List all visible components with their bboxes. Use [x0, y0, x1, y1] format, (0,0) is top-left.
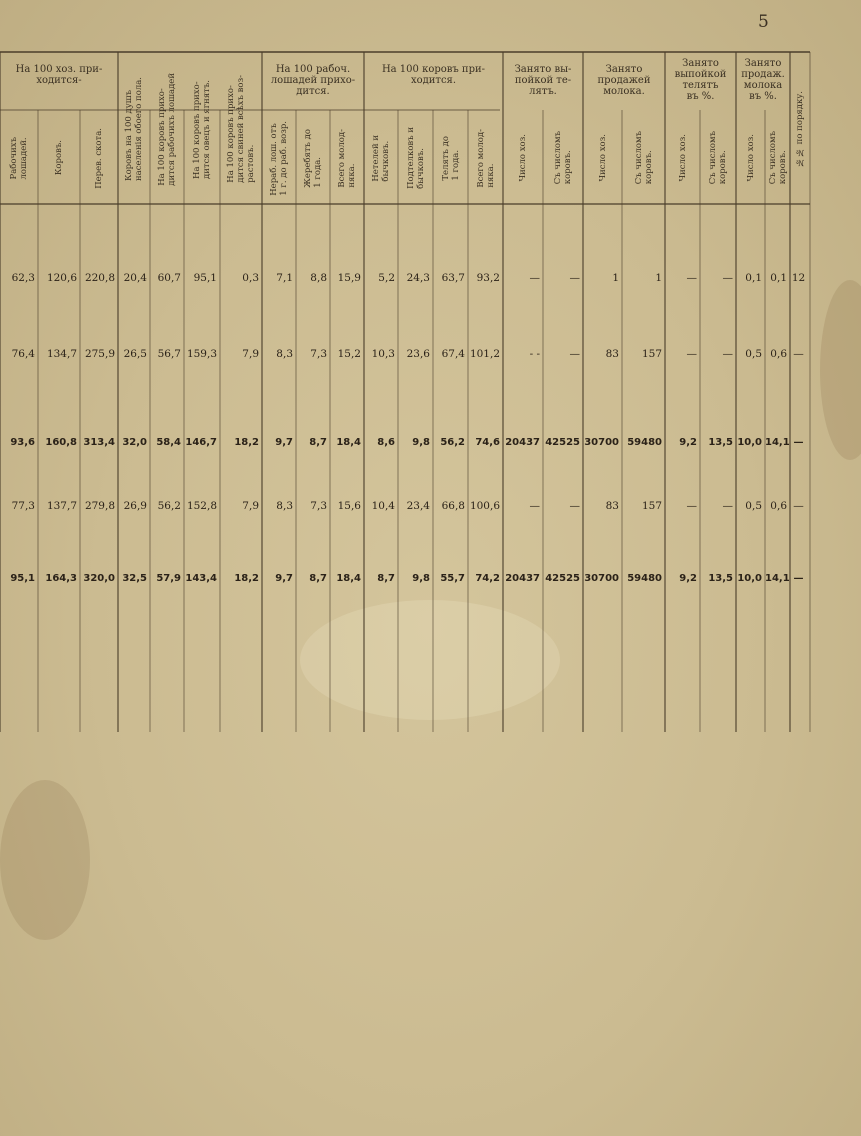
column-header: Съ числомъ коровъ. — [553, 131, 573, 185]
table-cell: 83 — [605, 500, 619, 512]
column-header: Число хоз. — [597, 134, 608, 182]
table-cell: 15,2 — [337, 348, 361, 360]
column-header: Съ числомъ коровъ. — [633, 131, 654, 185]
table-cell: 8,8 — [310, 272, 327, 284]
table-cell: 95,1 — [193, 272, 217, 284]
table-cell: 7,1 — [276, 272, 293, 284]
table-cell: 137,7 — [46, 500, 77, 512]
table-cell: 32,5 — [122, 573, 147, 584]
table-cell: 74,2 — [475, 573, 500, 584]
table-cell: 20,4 — [123, 272, 147, 284]
table-cell: 0,1 — [770, 272, 787, 284]
table-cell: 9,8 — [412, 437, 430, 448]
table-cell: 23,4 — [406, 500, 430, 512]
table-cell: 13,5 — [708, 437, 733, 448]
table-cell: 0,6 — [770, 348, 787, 360]
table-cell: 26,5 — [123, 348, 147, 360]
table-cell: 100,6 — [469, 500, 500, 512]
table-cell: 74,6 — [475, 437, 500, 448]
column-header: На 100 коровъ прихо- дится рабочихъ лошадей — [157, 72, 177, 186]
table-cell: 83 — [605, 348, 619, 360]
table-cell: 7,9 — [242, 348, 259, 360]
table-cell: 5,2 — [378, 272, 395, 284]
group-header: Занято продажей молока. — [597, 64, 651, 97]
group-header: Занято продаж. молока въ %. — [741, 58, 785, 102]
table-cell: 9,2 — [679, 437, 697, 448]
table-cell: — — [569, 272, 580, 284]
table-cell: 42525 — [545, 437, 580, 448]
table-cell: 10,0 — [737, 437, 762, 448]
table-cell: 1 — [655, 272, 662, 284]
column-header: Нетелей и бычковъ. — [371, 134, 391, 182]
group-header: На 100 рабоч. лошадей прихо- дится. — [270, 64, 356, 97]
table-cell: 18,4 — [336, 437, 361, 448]
table-cell: 152,8 — [186, 500, 217, 512]
table-cell: 59480 — [627, 573, 662, 584]
group-header: Занято выпойкой телятъ въ %. — [674, 58, 727, 102]
table-cell: 9,7 — [275, 437, 293, 448]
table-cell: - - — [529, 348, 540, 360]
table-cell: 18,4 — [336, 573, 361, 584]
column-header: Съ числомъ коровъ. — [708, 131, 728, 185]
table-cell: 26,9 — [123, 500, 147, 512]
table-cell: 313,4 — [83, 437, 115, 448]
group-header: На 100 хоз. при- ходится- — [15, 64, 103, 86]
table-cell: 8,7 — [377, 573, 395, 584]
table-cell: 157 — [641, 500, 662, 512]
table-cell: 42525 — [545, 573, 580, 584]
table-cell: 18,2 — [234, 437, 259, 448]
column-header: Всего молод- няка. — [337, 128, 357, 188]
column-header: Нераб. лош. отъ 1 г. до раб. возр. — [269, 120, 289, 196]
column-header: Перев. скота. — [94, 127, 104, 189]
table-cell: 8,3 — [276, 500, 293, 512]
table-cell: 93,6 — [10, 437, 35, 448]
table-cell: 56,7 — [157, 348, 181, 360]
table-cell: 9,8 — [412, 573, 430, 584]
group-header: Занято вы- пойкой те- лятъ. — [514, 64, 572, 97]
table-cell: — — [686, 272, 697, 284]
table-cell: — — [793, 348, 804, 360]
table-cell: 320,0 — [83, 573, 115, 584]
column-header: Число хоз. — [518, 134, 528, 182]
table-cell: — — [793, 500, 804, 512]
table-cell: 0,3 — [242, 272, 259, 284]
table-cell: 0,1 — [745, 272, 762, 284]
table-cell: 8,7 — [309, 437, 327, 448]
column-header: На 100 коровъ прихо- дится овецъ и ягнятъ. — [192, 79, 212, 179]
table-cell: 60,7 — [157, 272, 181, 284]
table-cell: 9,7 — [275, 573, 293, 584]
table-cell: — — [722, 272, 733, 284]
table-cell: 59480 — [627, 437, 662, 448]
table-cell: 120,6 — [46, 272, 77, 284]
table-cell: 15,6 — [337, 500, 361, 512]
table-cell: 93,2 — [476, 272, 500, 284]
table-cell: 10,0 — [737, 573, 762, 584]
page-number: 5 — [758, 12, 769, 32]
table-cell: 18,2 — [234, 573, 259, 584]
statistics-table — [0, 52, 810, 732]
table-cell: 55,7 — [440, 573, 465, 584]
table-cell: 62,3 — [11, 272, 35, 284]
table-cell: 275,9 — [84, 348, 115, 360]
column-header: Рабочихъ лошадей. — [9, 136, 29, 180]
table-cell: 164,3 — [45, 573, 77, 584]
table-cell: 134,7 — [46, 348, 77, 360]
column-header: Коровъ на 100 душъ населенія обоего пола. — [124, 76, 144, 181]
table-cell: 20437 — [505, 573, 540, 584]
table-cell: 13,5 — [708, 573, 733, 584]
table-cell: 0,5 — [745, 348, 762, 360]
table-cell: 63,7 — [441, 272, 465, 284]
table-cell: — — [722, 348, 733, 360]
table-cell: 8,7 — [309, 573, 327, 584]
table-cell: 146,7 — [185, 437, 217, 448]
table-cell: 95,1 — [10, 573, 35, 584]
table-cell: 1 — [612, 272, 619, 284]
column-header: Телятъ до 1 года. — [440, 135, 461, 181]
table-cell: 157 — [641, 348, 662, 360]
table-cell: — — [569, 348, 580, 360]
table-cell: 101,2 — [469, 348, 500, 360]
column-header: Всего молод- няка. — [475, 128, 496, 188]
table-cell: 66,8 — [441, 500, 465, 512]
table-cell: 30700 — [584, 573, 619, 584]
table-cell: 7,3 — [310, 500, 327, 512]
table-cell: 56,2 — [440, 437, 465, 448]
table-cell: 7,3 — [310, 348, 327, 360]
table-cell: — — [569, 500, 580, 512]
paper-stain — [0, 780, 90, 940]
table-cell: 56,2 — [157, 500, 181, 512]
column-header: Жеребятъ до 1 года. — [303, 128, 323, 188]
table-cell: 220,8 — [84, 272, 115, 284]
table-cell: 77,3 — [11, 500, 35, 512]
table-cell: 7,9 — [242, 500, 259, 512]
column-header: На 100 коровъ прихо- дится свиней всѣхъ воз- растовъ. — [226, 75, 256, 183]
table-cell: 10,4 — [371, 500, 395, 512]
column-header: Число хоз. — [677, 134, 688, 182]
table-cell: — — [529, 272, 540, 284]
table-cell: 24,3 — [406, 272, 430, 284]
table-cell: 14,1 — [765, 573, 790, 584]
table-cell: 0,6 — [770, 500, 787, 512]
table-cell: 20437 — [505, 437, 540, 448]
table-cell: 8,3 — [276, 348, 293, 360]
paper-stain — [820, 280, 861, 460]
table-cell: 10,3 — [371, 348, 395, 360]
table-cell: — — [793, 573, 804, 584]
table-cell: 9,2 — [679, 573, 697, 584]
column-header: Съ числомъ коровъ. — [767, 131, 788, 185]
table-cell: 8,6 — [377, 437, 395, 448]
table-cell: 160,8 — [45, 437, 77, 448]
table-cell: 23,6 — [406, 348, 430, 360]
group-header: На 100 коровъ при- ходится. — [381, 64, 486, 86]
table-cell: — — [529, 500, 540, 512]
table-cell: 57,9 — [156, 573, 181, 584]
table-cell: 15,9 — [337, 272, 361, 284]
table-cell: 143,4 — [185, 573, 217, 584]
table-cell: — — [686, 500, 697, 512]
table-cell: 30700 — [584, 437, 619, 448]
table-cell: — — [722, 500, 733, 512]
table-cell: 58,4 — [156, 437, 181, 448]
column-header: Подтелковъ и бычковъ. — [405, 127, 426, 189]
column-header: №№ по порядку. — [795, 90, 805, 168]
table-cell: 67,4 — [441, 348, 465, 360]
table-cell: 32,0 — [122, 437, 147, 448]
table-cell: — — [686, 348, 697, 360]
column-header: Число хоз. — [745, 134, 756, 182]
column-header: Коровъ. — [54, 140, 64, 176]
table-cell: 14,1 — [765, 437, 790, 448]
table-cell: — — [793, 437, 804, 448]
table-cell: 0,5 — [745, 500, 762, 512]
table-cell: 279,8 — [84, 500, 115, 512]
table-cell: 76,4 — [11, 348, 35, 360]
table-cell: 159,3 — [186, 348, 217, 360]
table-cell: 12 — [791, 272, 806, 284]
